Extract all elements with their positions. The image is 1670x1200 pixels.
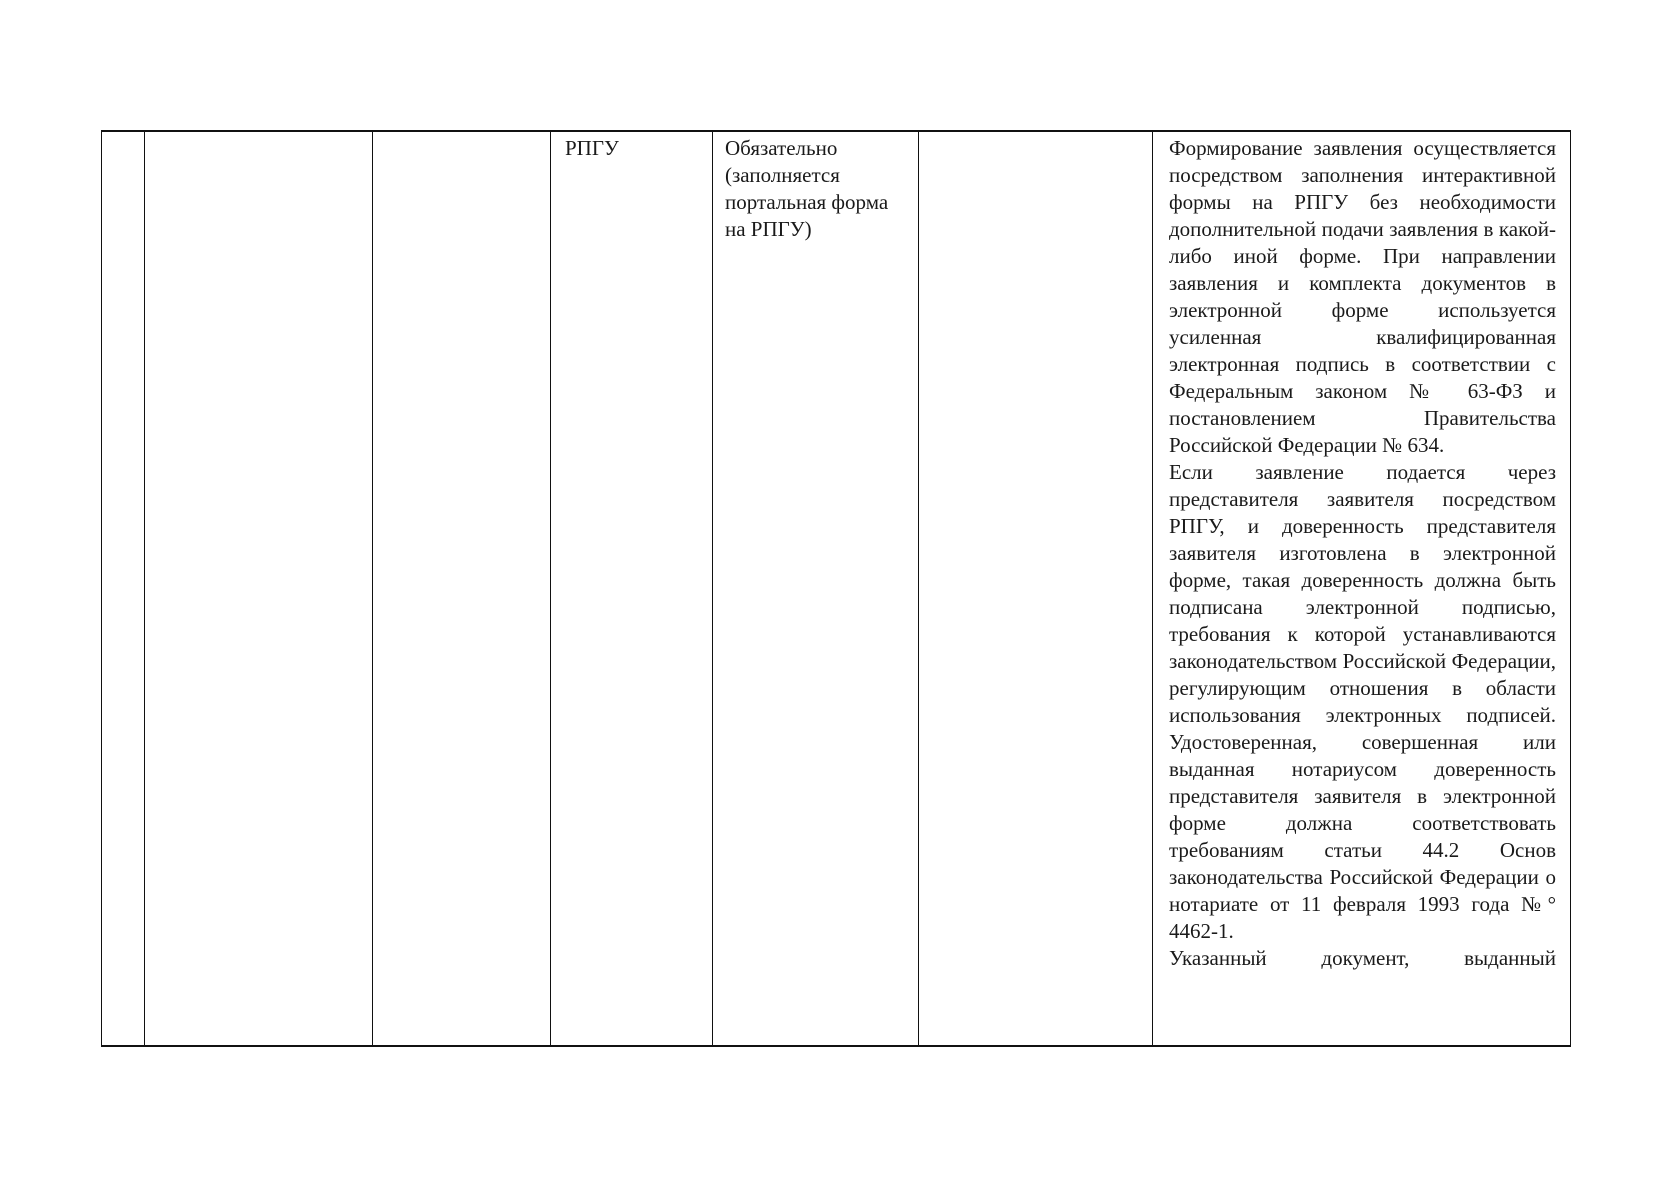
table-cell-empty-3 bbox=[373, 132, 551, 1045]
table-cell-requirement bbox=[713, 132, 919, 1045]
description-paragraph-2: Если заявление подается через представителя заявителя посредством РПГУ, и доверенность представителя заявителя изготовлена в электронной форме, такая доверенность должна быть подписана электронной подписью, требования к которой устанавливаются законодательством Российской Федерации, регулирующим отношения в области использования электронных подписей. Удостоверенная, совершенная или выданная нотариусом доверенность представителя заявителя в электронной форме должна соответствовать требованиям статьи 44.2 Основ законодательства Российской Федерации о нотариате от 11 февраля 1993 года №° 4462-1. bbox=[1169, 460, 1556, 943]
description-paragraph-3: Указанный документ, выданный bbox=[1169, 946, 1556, 970]
table-cell-empty-6 bbox=[919, 132, 1153, 1045]
table-cell-description bbox=[1153, 132, 1570, 1045]
table-cell-number bbox=[102, 132, 145, 1045]
requirement-text: Обязательно (заполняется портальная форма на РПГУ) bbox=[725, 136, 889, 241]
table-cell-submission-method bbox=[551, 132, 713, 1045]
submission-method-text: РПГУ bbox=[565, 136, 619, 160]
document-table bbox=[101, 130, 1571, 1047]
description-paragraph-1: Формирование заявления осуществляется посредством заполнения интерактивной формы на РПГУ без необходимости дополнительной подачи заявления в какой-либо иной форме. При направлении заявления и комплекта документов в электронной форме используется усиленная квалифицированная электронная подпись в соответствии с Федеральным законом № 63-ФЗ и постановлением Правительства Российской Федерации № 634. bbox=[1169, 136, 1556, 457]
table-cell-empty-2 bbox=[145, 132, 373, 1045]
